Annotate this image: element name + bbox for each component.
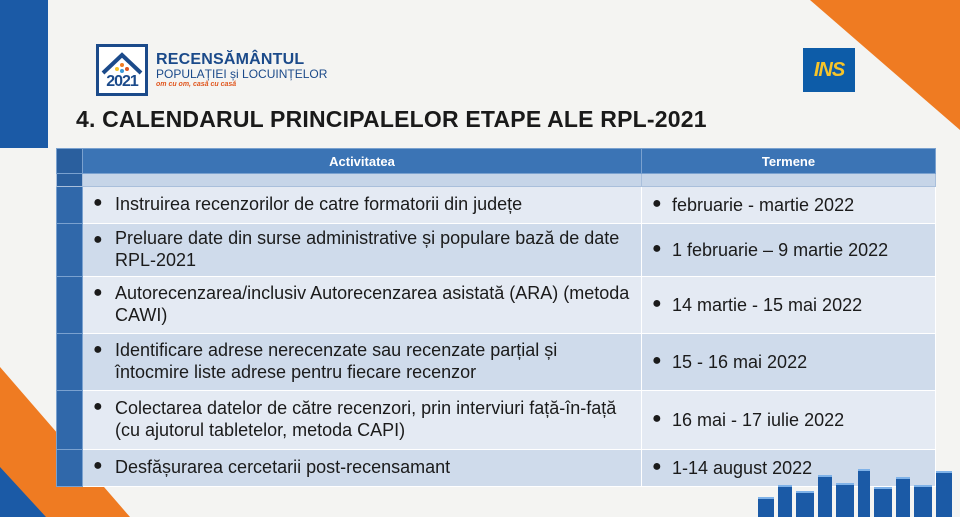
deadline-text: 15 - 16 mai 2022	[672, 351, 808, 372]
activity-text: Identificare adrese nerecenzate sau recenzate parțial și întocmire liste adrese pentru fiecare recenzor	[115, 340, 558, 382]
bullet-icon: ●	[652, 351, 662, 369]
logo-tagline: om cu om, casă cu casă	[156, 81, 237, 89]
row-marker	[57, 187, 83, 224]
deadline-text: 14 martie - 15 mai 2022	[672, 294, 863, 315]
bullet-icon: ●	[652, 294, 662, 312]
row-marker	[57, 277, 83, 334]
bullet-icon: ●	[93, 284, 103, 301]
logo-subtitle: POPULAȚIEI și LOCUINȚELOR	[156, 67, 328, 82]
table-row	[57, 391, 936, 450]
activity-text: Autorecenzarea/inclusiv Autorecenzarea asistată (ARA) (metoda CAWI)	[115, 283, 630, 325]
bullet-icon: ●	[652, 239, 662, 257]
header-activity: Activitatea	[83, 149, 642, 174]
row-marker	[57, 224, 83, 277]
table-row	[57, 187, 936, 224]
ins-logo	[803, 48, 855, 92]
deadline-text: februarie - martie 2022	[672, 194, 855, 215]
bullet-icon: ●	[652, 409, 662, 427]
row-marker	[57, 334, 83, 391]
census-year: 2021	[106, 73, 138, 90]
corner-decoration-blue	[0, 0, 48, 148]
page-title: 4. CALENDARUL PRINCIPALELOR ETAPE ALE RPL-2021	[76, 106, 707, 132]
census-logo	[96, 44, 327, 96]
bullet-icon: ●	[93, 398, 103, 415]
activity-text: Desfășurarea cercetarii post-recensamant	[115, 457, 451, 478]
bullet-icon: ●	[93, 341, 103, 358]
bullet-icon: ●	[652, 194, 662, 212]
header-marker-cell	[57, 149, 83, 174]
table-row	[57, 224, 936, 277]
city-skyline-decoration	[758, 469, 954, 517]
deadline-text: 1 februarie – 9 martie 2022	[672, 239, 889, 260]
table-row	[57, 277, 936, 334]
activity-text: Instruirea recenzorilor de catre formatorii din județe	[115, 194, 523, 215]
deadline-text: 16 mai - 17 iulie 2022	[672, 409, 845, 430]
bullet-icon: ●	[93, 457, 103, 474]
ins-logo-text: INS	[813, 58, 845, 81]
bullet-icon: ●	[93, 231, 103, 248]
logo-title: RECENSĂMÂNTUL	[156, 50, 305, 68]
table-spacer-row	[57, 174, 936, 187]
activity-text: Colectarea datelor de către recenzori, prin interviuri față-în-față (cu ajutorul tabletelor, metoda CAPI)	[115, 398, 617, 440]
table-header-row	[57, 149, 936, 174]
corner-decoration-blue-bottom	[0, 467, 46, 517]
census-logo-icon	[96, 44, 148, 96]
row-marker	[57, 450, 83, 487]
header-deadline: Termene	[642, 149, 936, 174]
activity-text: Preluare date din surse administrative și populare bază de date RPL-2021	[115, 228, 620, 270]
bullet-icon: ●	[652, 457, 662, 475]
row-marker	[57, 391, 83, 450]
bullet-icon: ●	[93, 194, 103, 211]
deadline-text: 1-14 august 2022	[672, 457, 813, 478]
table-row	[57, 334, 936, 391]
schedule-table	[56, 148, 936, 487]
